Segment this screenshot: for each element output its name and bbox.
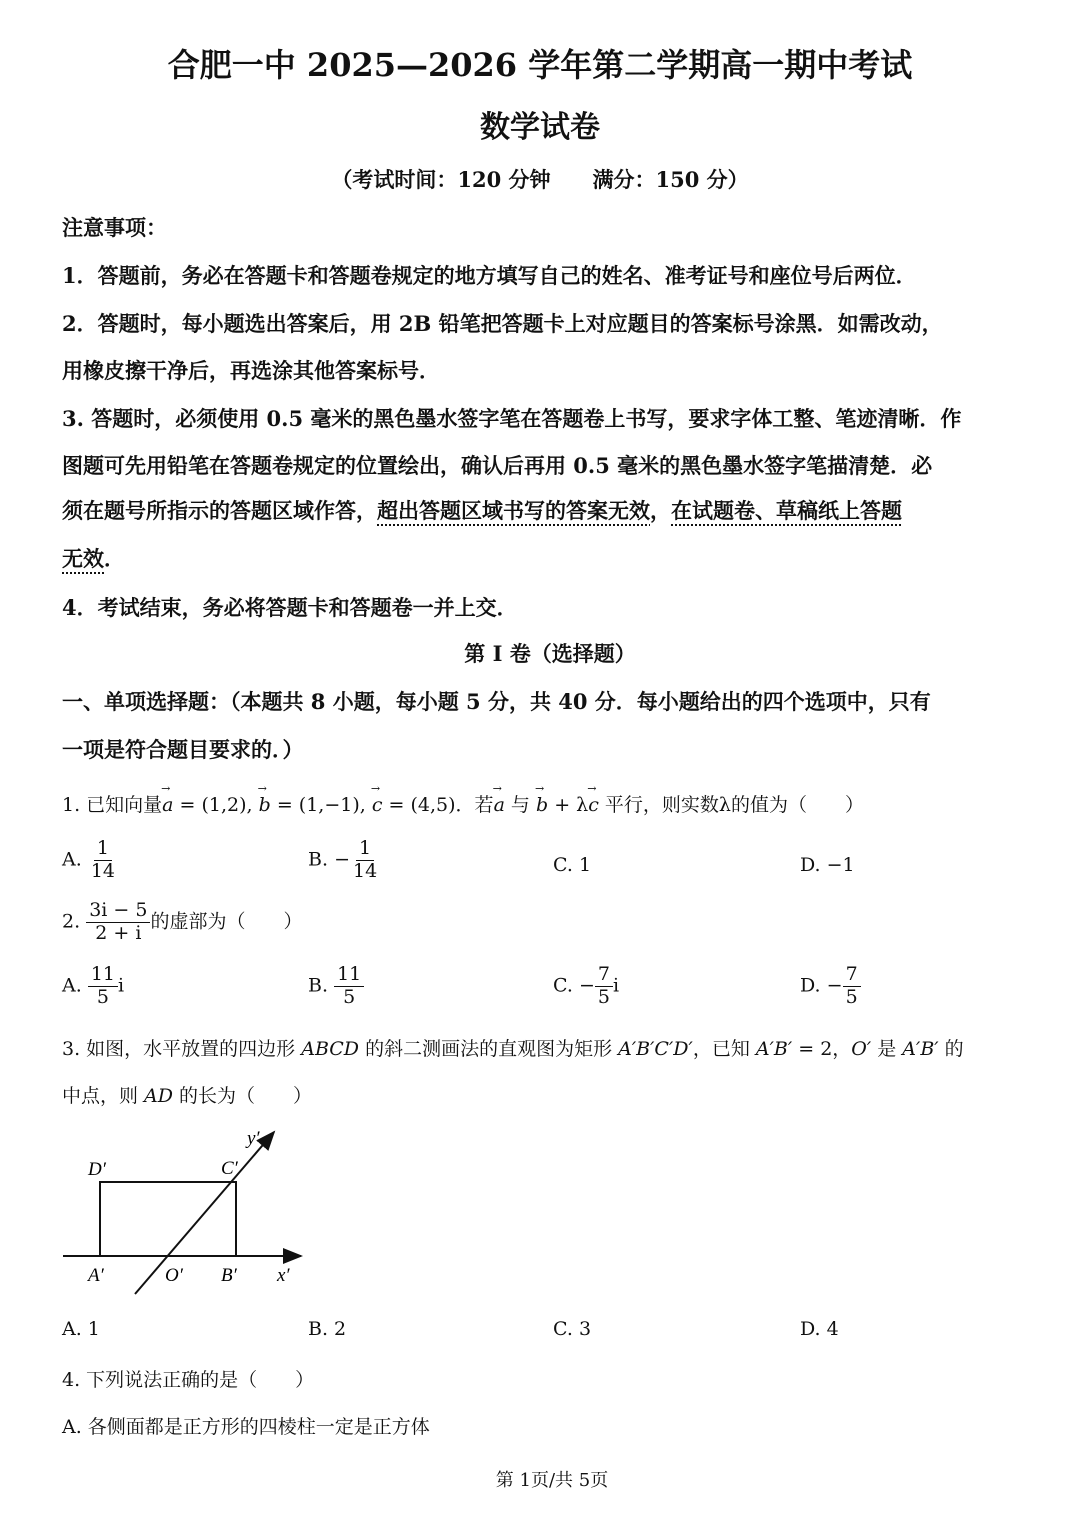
numerator: 1: [356, 838, 374, 861]
note-3-line-3: [62, 495, 902, 525]
q1-option-d[interactable]: D. −1: [800, 854, 855, 876]
vector-c-2: → c: [588, 794, 599, 816]
q2-option-d[interactable]: [800, 964, 861, 1009]
denominator: 2 + i: [95, 921, 142, 944]
part-heading-line-2: 一项是符合题目要求的．）: [62, 737, 304, 762]
numerator: 7: [595, 964, 613, 987]
q3-option-c[interactable]: C. 3: [553, 1318, 592, 1340]
vector-b-2: → b: [536, 794, 548, 816]
note-3-emphasis-3: 无效: [62, 546, 104, 571]
q3-text-a: 3. 如图，水平放置的四边形: [62, 1038, 302, 1060]
label-b: B′: [221, 1265, 237, 1286]
label-o: O′: [165, 1265, 183, 1286]
q3-text-g: 中点，则: [62, 1085, 145, 1107]
question-3-line-2: [62, 1081, 312, 1108]
q2-tail: 的虚部为（ ）: [150, 910, 303, 933]
q1-option-b[interactable]: [308, 838, 380, 883]
q2-option-a-fraction: [88, 964, 118, 1009]
q3-text-c: ，已知: [692, 1038, 756, 1060]
note-3-emphasis-1: 超出答题区域书写的答案无效: [377, 498, 650, 523]
note-2-line-1: 2．答题时，每小题选出答案后，用 2B 铅笔把答题卡上对应题目的答案标号涂黑．如需改动，: [62, 311, 943, 336]
vector-a-2: → a: [494, 794, 505, 816]
numerator: 1: [94, 838, 112, 861]
minus-sign: −: [334, 848, 350, 871]
numerator: 3i − 5: [86, 900, 150, 923]
note-1: 1．答题前，务必在答题卡和答题卷规定的地方填写自己的姓名、准考证号和座位号后两位．: [62, 263, 917, 288]
vector-a: → a: [162, 794, 173, 816]
option-label: A.: [62, 848, 82, 871]
option-label: D.: [800, 974, 821, 997]
q3-option-b[interactable]: B. 2: [308, 1318, 347, 1340]
segment-ab-2: A′B′: [902, 1038, 939, 1060]
label-c: C′: [221, 1158, 238, 1179]
q2-option-b[interactable]: [308, 964, 364, 1009]
vector-c: → c: [372, 794, 383, 816]
option-label: B.: [308, 974, 329, 997]
denominator: 5: [597, 985, 610, 1008]
numerator: 11: [88, 964, 118, 987]
volume-heading: 第 I 卷（选择题）: [464, 641, 636, 666]
point-o: O′: [851, 1038, 872, 1060]
imaginary-unit: i: [118, 974, 125, 997]
q1-c-value: = (4,5): [382, 794, 456, 816]
page-number: 第 1页/共 5页: [495, 1470, 609, 1491]
q2-option-c[interactable]: [553, 964, 619, 1009]
q3-text-e: 是: [871, 1038, 903, 1060]
q1-number: 1. 已知向量: [62, 794, 163, 816]
question-2-stem: [62, 900, 302, 945]
label-d: D′: [88, 1159, 106, 1180]
q3-figure: [55, 1120, 315, 1305]
denominator: 5: [845, 985, 858, 1008]
q1-plus-lambda: + λ: [548, 794, 589, 816]
imaginary-unit: i: [612, 974, 620, 997]
option-label: A.: [62, 974, 82, 997]
exam-title: 合肥一中 2025—2026 学年第二学期高一期中考试: [167, 46, 913, 84]
q1-option-c[interactable]: C. 1: [553, 854, 592, 876]
label-x: x′: [277, 1265, 290, 1286]
q2-option-a[interactable]: [62, 964, 124, 1009]
minus-sign: −: [578, 974, 595, 997]
q1-option-a-fraction: [88, 838, 118, 883]
numerator: 7: [843, 964, 861, 987]
q1-option-a[interactable]: [62, 838, 118, 883]
part-heading-line-1: 一、单项选择题：（本题共 8 小题，每小题 5 分，共 40 分．每小题给出的四个选项中，只有: [62, 689, 931, 714]
question-4-stem: 4. 下列说法正确的是（ ）: [62, 1369, 315, 1391]
minus-sign: −: [826, 974, 843, 997]
y-axis: [135, 1132, 274, 1294]
note-2-line-2: 用橡皮擦干净后，再选涂其他答案标号．: [62, 358, 440, 383]
q1-b-value: = (1,−1),: [270, 794, 372, 816]
exam-info: （考试时间：120 分钟 满分：150 分）: [331, 167, 749, 192]
q2-number: 2.: [62, 910, 81, 933]
note-3-end: ．: [104, 546, 125, 571]
option-label: C.: [553, 974, 573, 997]
note-4: 4．考试结束，务必将答题卡和答题卷一并上交．: [62, 595, 518, 620]
note-3-line-1: 3. 答题时，必须使用 0.5 毫米的黑色墨水签字笔在答题卷上书写，要求字体工整、笔迹清晰．作: [62, 406, 962, 431]
label-a: A′: [88, 1265, 104, 1286]
question-3-line-1: [62, 1034, 964, 1061]
vector-b: → b: [259, 794, 271, 816]
notes-heading: 注意事项：: [62, 215, 167, 240]
segment-ad: AD: [144, 1085, 174, 1107]
denominator: 5: [343, 985, 356, 1008]
q1-with: 与: [504, 794, 536, 816]
q3-text-d: = 2，: [792, 1038, 852, 1060]
q4-option-a[interactable]: A. 各侧面都是正方形的四棱柱一定是正方体: [62, 1416, 430, 1438]
q1-option-b-fraction: [350, 838, 380, 883]
rect-a-b-c-d: A′B′C′D′: [618, 1038, 693, 1060]
label-y: y′: [247, 1128, 260, 1149]
rectangle-a-b-c-d: [100, 1182, 236, 1256]
q1-tail: 平行，则实数λ的值为（ ）: [598, 794, 864, 816]
note-3-emphasis-2: 在试题卷、草稿纸上答题: [671, 498, 902, 523]
note-3-line-4: [62, 543, 125, 573]
note-3-line-2: 图题可先用铅笔在答题卷规定的位置绘出，确认后再用 0.5 毫米的黑色墨水签字笔描清楚．必: [62, 453, 933, 478]
q3-text-f: 的: [938, 1038, 964, 1060]
question-1-stem: [62, 790, 864, 817]
denominator: 14: [90, 859, 115, 882]
note-3-line-3-a: 须在题号所指示的答题区域作答，: [62, 498, 377, 523]
q3-text-h: 的长为（ ）: [173, 1085, 313, 1107]
denominator: 14: [352, 859, 378, 882]
segment-ab: A′B′: [755, 1038, 793, 1060]
q1-a-value: = (1,2),: [173, 794, 259, 816]
q2-option-d-fraction: [843, 964, 861, 1009]
note-3-comma: ，: [650, 498, 671, 523]
q3-option-d[interactable]: D. 4: [800, 1318, 839, 1340]
denominator: 5: [96, 985, 109, 1008]
q3-text-b: 的斜二测画法的直观图为矩形: [359, 1038, 619, 1060]
q3-option-a[interactable]: A. 1: [62, 1318, 100, 1340]
option-label: B.: [308, 848, 329, 871]
q2-option-c-fraction: [595, 964, 613, 1009]
q2-fraction: [86, 900, 150, 945]
quad-abcd: ABCD: [301, 1038, 360, 1060]
numerator: 11: [334, 964, 364, 987]
exam-subtitle: 数学试卷: [480, 110, 600, 145]
q1-mid: ．若: [455, 794, 494, 816]
q2-option-b-fraction: [334, 964, 364, 1009]
